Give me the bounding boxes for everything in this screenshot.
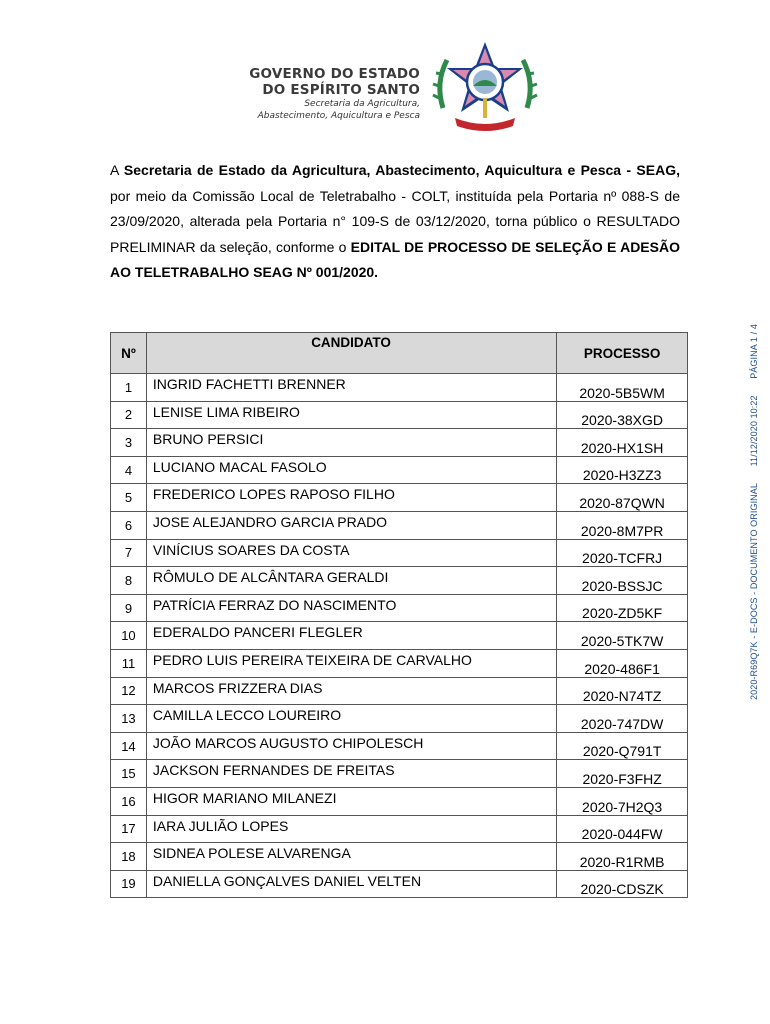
candidate-name: SIDNEA POLESE ALVARENGA — [146, 843, 556, 871]
process-code: 2020-BSSJC — [557, 567, 688, 595]
table-row — [111, 705, 688, 733]
table-row — [111, 511, 688, 539]
row-number: 3 — [111, 429, 147, 457]
process-code: 2020-486F1 — [557, 649, 688, 677]
process-code: 2020-87QWN — [557, 484, 688, 512]
table-row — [111, 622, 688, 650]
table-row — [111, 677, 688, 705]
intro-body: por meio da Comissão Local de Teletrabalho - COLT, instituída pela Portaria nº 088-S de 23/09/2020, alterada pela Portaria n° 109-S de 03/12/2020, torna público o RESULTADO PRELIMINAR da seleção, conforme o — [110, 187, 680, 255]
government-name-line2: DO ESPÍRITO SANTO — [262, 82, 420, 98]
column-header-number: Nº — [111, 333, 147, 374]
table-row — [111, 815, 688, 843]
secretaria-line2: Abastecimento, Aquicultura e Pesca — [257, 111, 420, 121]
row-number: 5 — [111, 484, 147, 512]
process-code: 2020-CDSZK — [557, 870, 688, 898]
side-document-stamp — [749, 310, 763, 700]
process-code: 2020-8M7PR — [557, 511, 688, 539]
candidate-name: JOSE ALEJANDRO GARCIA PRADO — [146, 511, 556, 539]
candidate-name: CAMILLA LECCO LOUREIRO — [146, 705, 556, 733]
process-code: 2020-044FW — [557, 815, 688, 843]
table-row — [111, 484, 688, 512]
document-header — [240, 38, 560, 138]
candidate-name: VINÍCIUS SOARES DA COSTA — [146, 539, 556, 567]
row-number: 7 — [111, 539, 147, 567]
stamp-datetime: 11/12/2020 10:22 — [749, 395, 759, 467]
candidate-name: JACKSON FERNANDES DE FREITAS — [146, 760, 556, 788]
table-row — [111, 760, 688, 788]
table-row — [111, 401, 688, 429]
candidate-name: DANIELLA GONÇALVES DANIEL VELTEN — [146, 870, 556, 898]
table-row — [111, 456, 688, 484]
process-code: 2020-F3FHZ — [557, 760, 688, 788]
table-row — [111, 429, 688, 457]
process-code: 2020-38XGD — [557, 401, 688, 429]
row-number: 8 — [111, 567, 147, 595]
process-code: 2020-7H2Q3 — [557, 787, 688, 815]
candidate-name: INGRID FACHETTI BRENNER — [146, 374, 556, 402]
government-name-line1: GOVERNO DO ESTADO — [249, 66, 420, 82]
table-row — [111, 649, 688, 677]
process-code: 2020-5TK7W — [557, 622, 688, 650]
candidate-name: PATRÍCIA FERRAZ DO NASCIMENTO — [146, 594, 556, 622]
row-number: 2 — [111, 401, 147, 429]
table-row — [111, 843, 688, 871]
process-code: 2020-HX1SH — [557, 429, 688, 457]
process-code: 2020-TCFRJ — [557, 539, 688, 567]
row-number: 9 — [111, 594, 147, 622]
table-row — [111, 374, 688, 402]
row-number: 18 — [111, 843, 147, 871]
table-header-row — [111, 333, 688, 374]
intro-prefix: A — [110, 162, 124, 178]
stamp-document-id: 2020-R69Q7K - E-DOCS - DOCUMENTO ORIGINAL — [749, 483, 759, 700]
table-row — [111, 567, 688, 595]
table-row — [111, 787, 688, 815]
candidate-name: PEDRO LUIS PEREIRA TEIXEIRA DE CARVALHO — [146, 649, 556, 677]
row-number: 11 — [111, 649, 147, 677]
stamp-page: PÁGINA 1 / 4 — [749, 324, 759, 379]
column-header-process: PROCESSO — [557, 333, 688, 374]
state-coat-of-arms-icon — [425, 38, 545, 138]
column-header-candidate: CANDIDATO — [146, 333, 556, 374]
row-number: 13 — [111, 705, 147, 733]
table-row — [111, 539, 688, 567]
candidate-name: EDERALDO PANCERI FLEGLER — [146, 622, 556, 650]
row-number: 15 — [111, 760, 147, 788]
row-number: 12 — [111, 677, 147, 705]
process-code: 2020-5B5WM — [557, 374, 688, 402]
header-text — [249, 66, 420, 122]
process-code: 2020-N74TZ — [557, 677, 688, 705]
table-row — [111, 732, 688, 760]
row-number: 19 — [111, 870, 147, 898]
row-number: 10 — [111, 622, 147, 650]
candidate-name: LUCIANO MACAL FASOLO — [146, 456, 556, 484]
candidate-name: FREDERICO LOPES RAPOSO FILHO — [146, 484, 556, 512]
row-number: 14 — [111, 732, 147, 760]
row-number: 1 — [111, 374, 147, 402]
process-code: 2020-Q791T — [557, 732, 688, 760]
process-code: 2020-ZD5KF — [557, 594, 688, 622]
table-row — [111, 594, 688, 622]
intro-paragraph — [110, 158, 680, 286]
row-number: 17 — [111, 815, 147, 843]
row-number: 4 — [111, 456, 147, 484]
intro-secretaria-name: Secretaria de Estado da Agricultura, Abastecimento, Aquicultura e Pesca - SEAG, — [123, 162, 680, 178]
candidate-name: MARCOS FRIZZERA DIAS — [146, 677, 556, 705]
candidate-name: HIGOR MARIANO MILANEZI — [146, 787, 556, 815]
process-code: 2020-H3ZZ3 — [557, 456, 688, 484]
row-number: 6 — [111, 511, 147, 539]
secretaria-line1: Secretaria da Agricultura, — [304, 99, 420, 109]
candidate-name: IARA JULIÃO LOPES — [146, 815, 556, 843]
row-number: 16 — [111, 787, 147, 815]
process-code: 2020-747DW — [557, 705, 688, 733]
intro-edital-title: EDITAL DE PROCESSO DE SELEÇÃO E ADESÃO AO TELETRABALHO SEAG Nº 001/2020. — [110, 238, 680, 281]
results-table — [110, 332, 688, 898]
candidate-name: LENISE LIMA RIBEIRO — [146, 401, 556, 429]
candidate-name: BRUNO PERSICI — [146, 429, 556, 457]
process-code: 2020-R1RMB — [557, 843, 688, 871]
candidate-name: RÔMULO DE ALCÂNTARA GERALDI — [146, 567, 556, 595]
candidate-name: JOÃO MARCOS AUGUSTO CHIPOLESCH — [146, 732, 556, 760]
table-row — [111, 870, 688, 898]
